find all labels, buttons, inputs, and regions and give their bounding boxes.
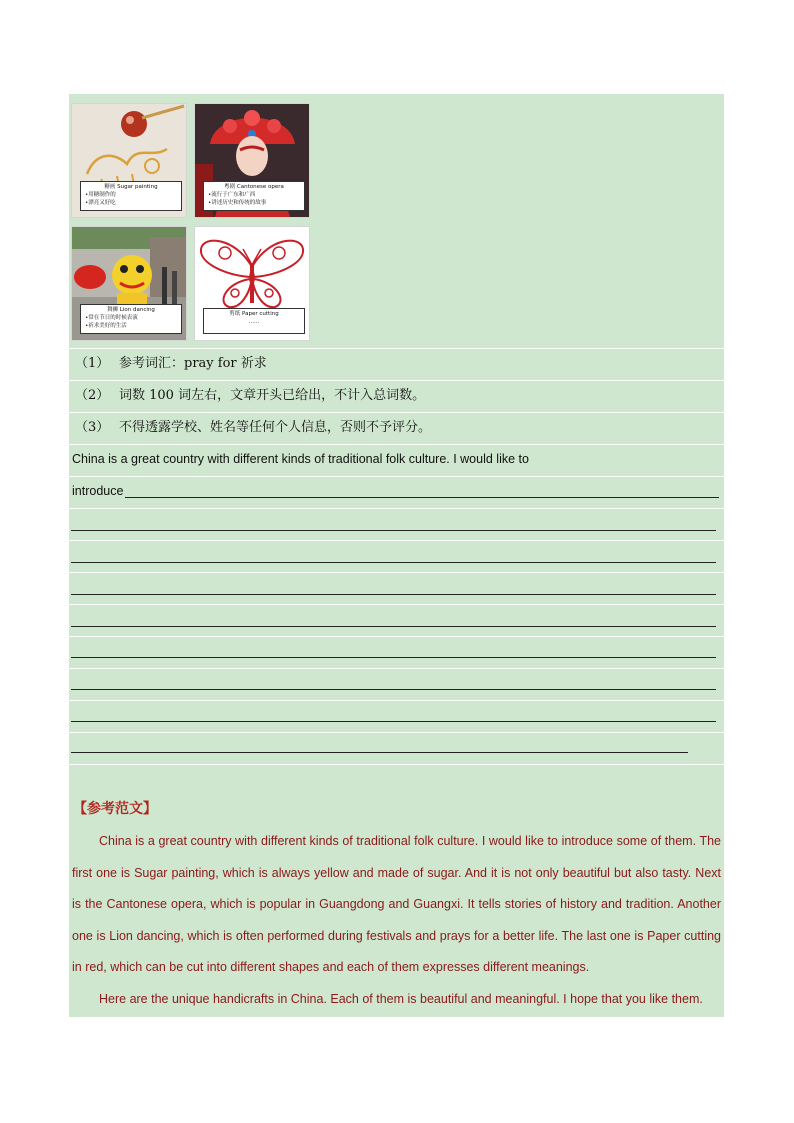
answer-line[interactable] bbox=[71, 689, 716, 690]
answer-line[interactable] bbox=[71, 530, 716, 531]
answer-line[interactable] bbox=[71, 752, 688, 753]
prompt-line-2: introduce bbox=[72, 484, 124, 498]
card-title: 粤剧 Cantonese opera bbox=[224, 184, 284, 190]
requirement-text: 参考词汇：pray for 祈求 bbox=[119, 356, 267, 371]
card-title: 剪纸 Paper cutting bbox=[229, 311, 279, 317]
requirement-number: （3） bbox=[75, 420, 110, 435]
sample-essay bbox=[72, 826, 721, 1016]
card-line: •用糖制作的 bbox=[85, 192, 116, 198]
card-paper-cutting bbox=[194, 226, 310, 341]
requirement-3 bbox=[69, 412, 724, 443]
card-sugar-painting bbox=[71, 103, 187, 218]
answer-line[interactable] bbox=[125, 497, 719, 498]
card-line: •漂亮又好吃 bbox=[85, 200, 116, 206]
answer-row bbox=[69, 572, 724, 603]
answer-row bbox=[69, 732, 724, 763]
card-caption bbox=[80, 181, 182, 211]
requirement-1 bbox=[69, 348, 724, 379]
answer-line[interactable] bbox=[71, 657, 716, 658]
card-line: •讲述历史和传统的故事 bbox=[208, 200, 267, 206]
picture-cards bbox=[71, 103, 311, 341]
requirement-2 bbox=[69, 380, 724, 411]
prompt-row-2 bbox=[69, 476, 724, 507]
card-line: •流行于广东和广西 bbox=[208, 192, 256, 198]
sample-paragraph-2: Here are the unique handicrafts in China. Each of them is beautiful and meaningful. I hope that you like them. bbox=[99, 991, 703, 1006]
requirement-number: （2） bbox=[75, 388, 110, 403]
sample-paragraph-1: China is a great country with different kinds of traditional folk culture. I would like to introduce some of them. The first one is Sugar painting, which is always yellow and made of sugar. And it is not only beautiful but also tasty. Next is the Cantonese opera, which is popular in Guangdong and Guangxi. It tells stories of history and tradition. Another one is Lion dancing, which is often performed during festivals and prays for a better life. The last one is Paper cutting in red, which can be cut into different shapes and each of them expresses different meanings. bbox=[72, 834, 721, 975]
requirement-text: 不得透露学校、姓名等任何个人信息，否则不予评分。 bbox=[119, 420, 432, 435]
exam-sheet bbox=[69, 94, 724, 1017]
card-line: •祈求美好的生活 bbox=[85, 323, 127, 329]
answer-row bbox=[69, 700, 724, 731]
answer-row bbox=[69, 540, 724, 571]
card-line: ...... bbox=[248, 319, 260, 325]
card-cantonese-opera bbox=[194, 103, 310, 218]
card-caption bbox=[80, 304, 182, 334]
card-title: 舞狮 Lion dancing bbox=[107, 307, 155, 313]
answer-line[interactable] bbox=[71, 721, 716, 722]
card-lion-dancing bbox=[71, 226, 187, 341]
card-caption bbox=[203, 181, 305, 211]
sample-title: 【参考范文】 bbox=[73, 801, 157, 817]
blank-row bbox=[69, 764, 724, 795]
requirement-text: 词数 100 词左右，文章开头已给出，不计入总词数。 bbox=[119, 388, 426, 403]
answer-line[interactable] bbox=[71, 562, 716, 563]
prompt-line-1: China is a great country with different kinds of traditional folk culture. I would like to bbox=[72, 452, 529, 466]
answer-line[interactable] bbox=[71, 626, 716, 627]
answer-line[interactable] bbox=[71, 594, 716, 595]
answer-row bbox=[69, 636, 724, 667]
answer-row bbox=[69, 508, 724, 539]
answer-row bbox=[69, 668, 724, 699]
card-line: •常在节日的时候表演 bbox=[85, 315, 138, 321]
requirement-number: （1） bbox=[75, 356, 110, 371]
card-title: 糖画 Sugar painting bbox=[104, 184, 158, 190]
answer-row bbox=[69, 604, 724, 635]
card-caption bbox=[203, 308, 305, 334]
